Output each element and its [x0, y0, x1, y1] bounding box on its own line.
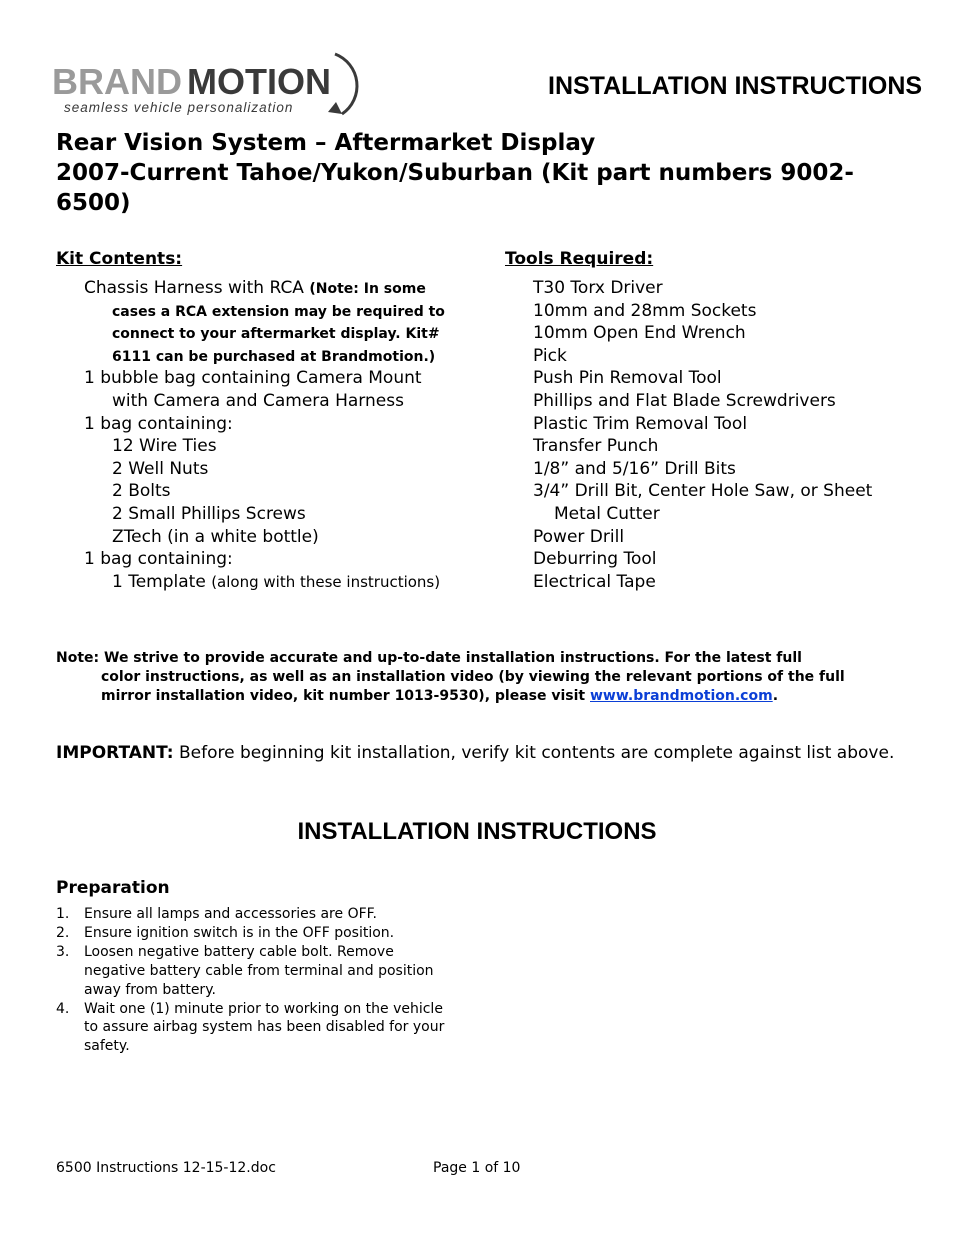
important-label: IMPORTANT:	[56, 743, 174, 763]
step-text: Ensure all lamps and accessories are OFF.	[84, 906, 377, 922]
tools-required-list	[533, 277, 883, 593]
note-end: .	[772, 688, 779, 704]
note-paragraph	[56, 649, 846, 706]
tool-item: Push Pin Removal Tool	[533, 368, 722, 389]
important-text: Before beginning kit installation, verify kit contents are complete against list above.	[173, 743, 895, 763]
step-text: Wait one (1) minute prior to working on the vehicle to assure airbag system has been disabled for your safety.	[84, 1000, 445, 1055]
tool-item: Power Drill	[533, 526, 625, 547]
important-paragraph	[56, 743, 894, 763]
kit-item-bubble-bag: 1 bubble bag containing Camera Mount with Camera and Camera Harness	[84, 368, 422, 411]
list-item: 2 Well Nuts	[112, 458, 209, 479]
logo-swoosh-icon	[335, 54, 357, 114]
tool-item: Pick	[533, 345, 567, 366]
kit-item-bag-1: 1 bag containing:	[84, 413, 233, 434]
tool-item: Electrical Tape	[533, 571, 656, 592]
document-title-line2: 2007-Current Tahoe/Yukon/Suburban (Kit part numbers 9002-6500)	[56, 160, 854, 216]
tool-item: Plastic Trim Removal Tool	[533, 413, 748, 434]
tool-item: Transfer Punch	[533, 436, 659, 457]
kit-item-template-note: (along with these instructions)	[211, 572, 441, 591]
step-number: 2.	[56, 924, 70, 941]
document-title	[56, 128, 876, 218]
tool-item: Deburring Tool	[533, 549, 657, 570]
logo-brand-bold: MOTION	[187, 61, 331, 102]
tool-item: 1/8” and 5/16” Drill Bits	[533, 458, 736, 479]
kit-item-template	[84, 571, 448, 594]
logo-brand-light: BRAND	[52, 61, 182, 102]
kit-item-chassis-harness	[84, 277, 448, 367]
kit-item-template-text: 1 Template	[112, 571, 212, 592]
preparation-step	[56, 905, 446, 924]
list-item: 2 Small Phillips Screws	[112, 503, 306, 524]
kit-item-chassis-harness-text: Chassis Harness with RCA	[84, 278, 310, 298]
list-item: 12 Wire Ties	[112, 436, 217, 457]
tool-item: T30 Torx Driver	[533, 278, 663, 298]
preparation-step	[56, 1000, 446, 1057]
tools-required-heading: Tools Required:	[505, 249, 654, 269]
step-text: Ensure ignition switch is in the OFF position.	[84, 924, 395, 941]
kit-contents-list	[84, 277, 448, 593]
step-text: Loosen negative battery cable bolt. Remove negative battery cable from terminal and position away from battery.	[84, 943, 434, 998]
kit-item-bag-1-contents	[84, 435, 448, 548]
preparation-steps	[56, 905, 446, 1056]
footer-filename: 6500 Instructions 12-15-12.doc	[56, 1160, 276, 1176]
footer-page-number: Page 1 of 10	[433, 1160, 521, 1176]
brandmotion-logo	[52, 50, 364, 118]
kit-item-bag-2: 1 bag containing:	[84, 549, 233, 570]
kit-contents-heading: Kit Contents:	[56, 249, 183, 269]
preparation-step	[56, 943, 446, 1000]
brandmotion-website-link[interactable]: www.brandmotion.com	[590, 688, 773, 704]
step-number: 1.	[56, 906, 70, 922]
tool-item: 10mm Open End Wrench	[533, 323, 746, 344]
kit-item-chassis-harness-note: (Note: In some cases a RCA extension may be required to connect to your aftermarket display. Kit# 6111 can be purchased at Brandmotion.)	[112, 281, 445, 365]
header-title: INSTALLATION INSTRUCTIONS	[548, 72, 923, 100]
installation-instructions-heading: INSTALLATION INSTRUCTIONS	[297, 818, 657, 845]
list-item: 2 Bolts	[112, 481, 171, 502]
tool-item: 3/4” Drill Bit, Center Hole Saw, or Sheet Metal Cutter	[533, 481, 873, 524]
logo-arrow-icon	[328, 102, 342, 114]
step-number: 3.	[56, 943, 70, 960]
preparation-heading: Preparation	[56, 878, 170, 898]
preparation-step	[56, 924, 446, 943]
note-text: Note: We strive to provide accurate and up-to-date installation instructions. For the latest full color instructions, as well as an installation video (by viewing the relevant portions of the full mirror installation video, kit number 1013-9530), please visit	[56, 650, 845, 704]
tool-item: Phillips and Flat Blade Screwdrivers	[533, 390, 836, 411]
step-number: 4.	[56, 1000, 70, 1017]
document-title-line1: Rear Vision System – Aftermarket Display	[56, 130, 596, 156]
list-item: ZTech (in a white bottle)	[112, 526, 319, 547]
logo-tagline: seamless vehicle personalization	[64, 100, 294, 115]
tool-item: 10mm and 28mm Sockets	[533, 300, 757, 321]
